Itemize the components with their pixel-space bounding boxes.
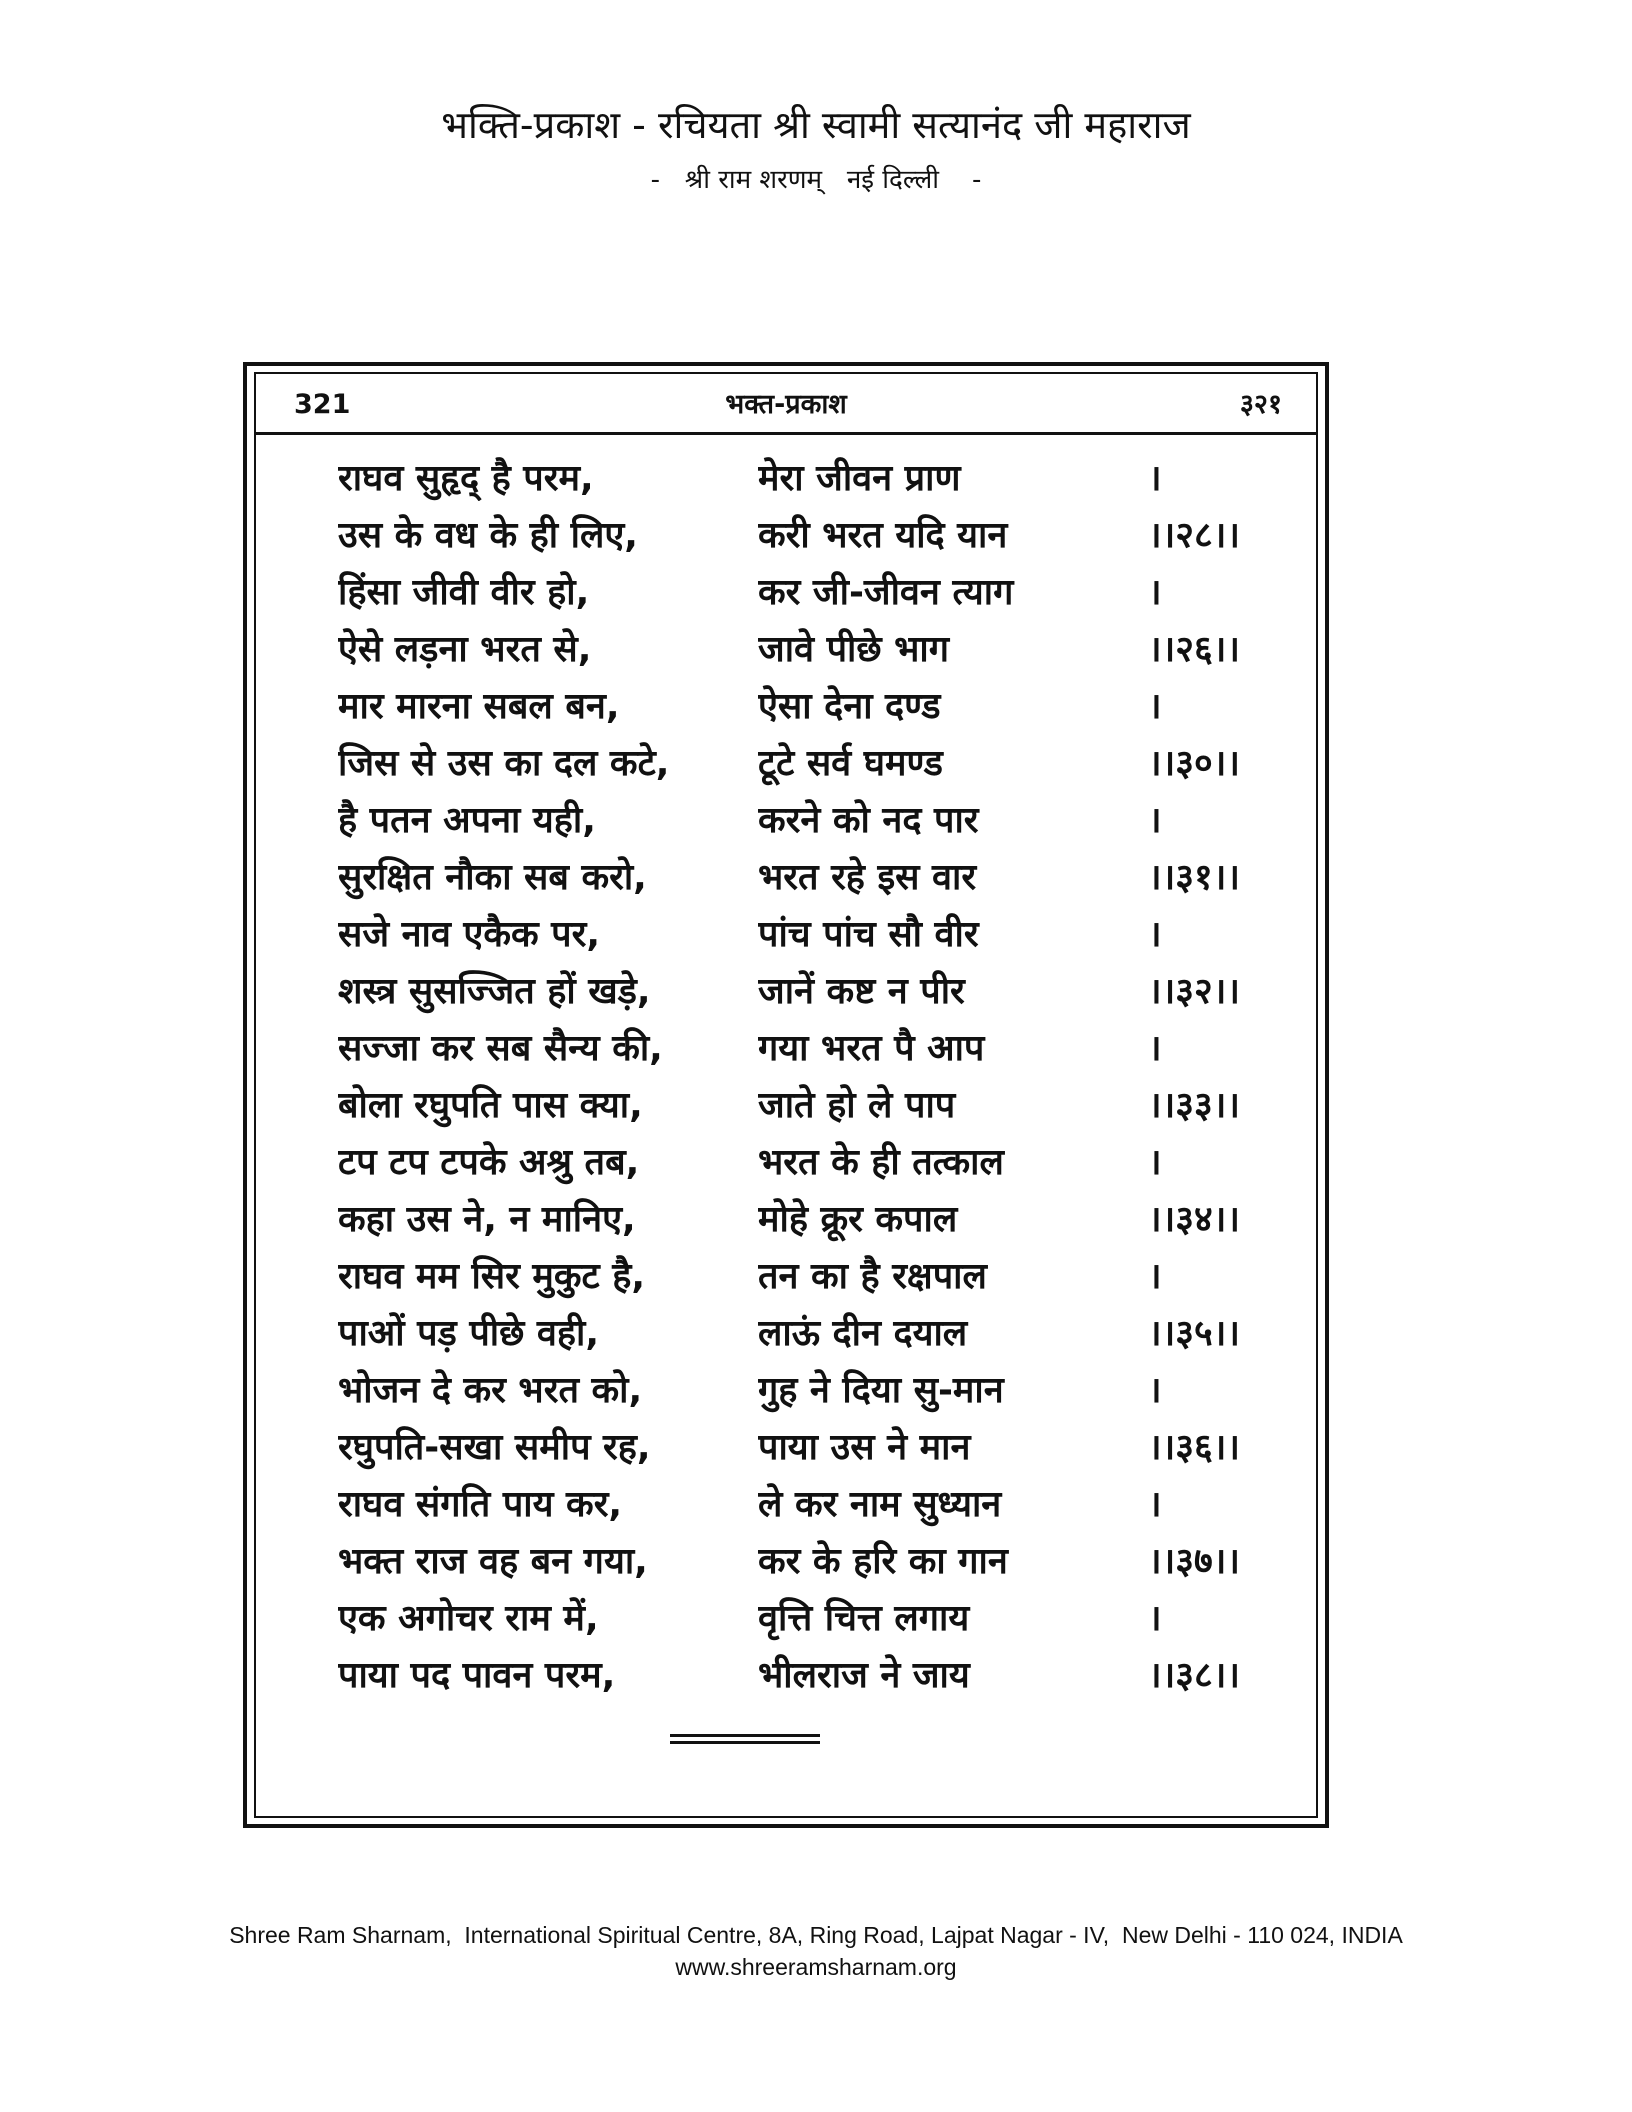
verse-second-half: गया भरत पै आप bbox=[758, 1028, 985, 1069]
verse-second-half: कर के हरि का गान bbox=[758, 1541, 1008, 1582]
verse-first-half: मार मारना सबल बन, bbox=[338, 686, 620, 727]
verse-second-half: गुह ने दिया सु-मान bbox=[758, 1370, 1004, 1411]
verse-number: । bbox=[1148, 1256, 1162, 1297]
verse-line bbox=[338, 1132, 1238, 1189]
verse-first-half: है पतन अपना यही, bbox=[338, 800, 596, 841]
verse-second-half: लाऊं दीन दयाल bbox=[758, 1313, 968, 1354]
verse-second-half: ले कर नाम सुध्यान bbox=[758, 1484, 1002, 1525]
verse-first-half: बोला रघुपति पास क्या, bbox=[338, 1085, 643, 1126]
verse-number: । bbox=[1148, 800, 1162, 841]
verse-number: । bbox=[1148, 1142, 1162, 1183]
verse-second-half: करने को नद पार bbox=[758, 800, 979, 841]
verse-number: । bbox=[1148, 1370, 1162, 1411]
verse-number: ।।३१।। bbox=[1148, 857, 1241, 898]
verse-first-half: राघव सुहृद् है परम, bbox=[338, 458, 594, 499]
verse-line bbox=[338, 790, 1238, 847]
verse-list bbox=[338, 448, 1241, 1702]
verse-number: । bbox=[1148, 686, 1162, 727]
verse-number: ।।३५।। bbox=[1148, 1313, 1241, 1354]
verse-first-half: पाओं पड़ पीछे वही, bbox=[338, 1313, 600, 1354]
verse-second-half: जावे पीछे भाग bbox=[758, 629, 950, 670]
end-rule-bottom bbox=[670, 1741, 820, 1744]
verse-line bbox=[338, 1360, 1238, 1417]
verse-number: । bbox=[1148, 572, 1162, 613]
verse-number: ।।३८।। bbox=[1148, 1655, 1241, 1696]
verse-second-half: भरत रहे इस वार bbox=[758, 857, 977, 898]
verse-first-half: जिस से उस का दल कटे, bbox=[338, 743, 670, 784]
verse-first-half: रघुपति-सखा समीप रह, bbox=[338, 1427, 651, 1468]
verse-number: । bbox=[1148, 458, 1162, 499]
verse-second-half: टूटे सर्व घमण्ड bbox=[758, 743, 943, 784]
verse-line bbox=[338, 619, 1241, 676]
verse-first-half: उस के वध के ही लिए, bbox=[338, 515, 638, 556]
footer-website: www.shreeramsharnam.org bbox=[675, 1954, 957, 1980]
running-title: भक्त-प्रकाश bbox=[725, 389, 847, 420]
verse-second-half: पाया उस ने मान bbox=[758, 1427, 971, 1468]
verse-line bbox=[338, 1189, 1241, 1246]
verse-second-half: मेरा जीवन प्राण bbox=[758, 458, 961, 499]
verse-number: । bbox=[1148, 1598, 1162, 1639]
verse-second-half: जानें कष्ट न पीर bbox=[758, 971, 965, 1012]
verse-first-half: सजे नाव एकैक पर, bbox=[338, 914, 601, 955]
verse-line bbox=[338, 1531, 1241, 1588]
verse-number: ।।३७।। bbox=[1148, 1541, 1241, 1582]
header-divider bbox=[256, 432, 1316, 435]
verse-number: । bbox=[1148, 1028, 1162, 1069]
document-header-title: भक्ति-प्रकाश - रचियता श्री स्वामी सत्यानंद जी महाराज bbox=[441, 103, 1191, 147]
verse-second-half: कर जी-जीवन त्याग bbox=[758, 572, 1014, 613]
verse-number: ।।२८।। bbox=[1148, 515, 1241, 556]
verse-line bbox=[338, 676, 1238, 733]
verse-first-half: शस्त्र सुसज्जित हों खड़े, bbox=[338, 971, 651, 1012]
verse-line bbox=[338, 904, 1238, 961]
verse-line bbox=[338, 1246, 1238, 1303]
verse-number: ।।३२।। bbox=[1148, 971, 1241, 1012]
verse-line bbox=[338, 1588, 1238, 1645]
verse-second-half: भीलराज ने जाय bbox=[758, 1655, 970, 1696]
page-number-devanagari: ३२१ bbox=[1239, 389, 1282, 420]
verse-first-half: कहा उस ने, न मानिए, bbox=[338, 1199, 636, 1240]
verse-first-half: राघव संगति पाय कर, bbox=[338, 1484, 623, 1525]
verse-second-half: वृत्ति चित्त लगाय bbox=[758, 1598, 970, 1639]
verse-line bbox=[338, 1303, 1241, 1360]
verse-first-half: भक्त राज वह बन गया, bbox=[338, 1541, 648, 1582]
verse-first-half: एक अगोचर राम में, bbox=[338, 1598, 599, 1639]
verse-line bbox=[338, 961, 1241, 1018]
verse-line bbox=[338, 505, 1241, 562]
verse-number: । bbox=[1148, 914, 1162, 955]
verse-line bbox=[338, 1474, 1238, 1531]
verse-second-half: तन का है रक्षपाल bbox=[758, 1256, 987, 1297]
verse-first-half: राघव मम सिर मुकुट है, bbox=[338, 1256, 646, 1297]
verse-second-half: भरत के ही तत्काल bbox=[758, 1142, 1004, 1183]
verse-number: ।।३६।। bbox=[1148, 1427, 1241, 1468]
verse-number: ।।२६।। bbox=[1148, 629, 1241, 670]
page-number-arabic: 321 bbox=[294, 389, 351, 420]
end-ornament-double-rule bbox=[670, 1734, 820, 1744]
verse-first-half: सुरक्षित नौका सब करो, bbox=[338, 857, 647, 898]
verse-line bbox=[338, 562, 1238, 619]
verse-first-half: ऐसे लड़ना भरत से, bbox=[338, 629, 592, 670]
running-head bbox=[256, 374, 1316, 432]
verse-line bbox=[338, 1417, 1241, 1474]
document-header-subtitle: - श्री राम शरणम् नई दिल्ली - bbox=[650, 165, 982, 195]
verse-first-half: पाया पद पावन परम, bbox=[338, 1655, 616, 1696]
footer-address: Shree Ram Sharnam, International Spiritual Centre, 8A, Ring Road, Lajpat Nagar - IV, New Delhi - 110 024, INDIA bbox=[229, 1922, 1403, 1948]
verse-line bbox=[338, 1018, 1238, 1075]
verse-number: ।।३३।। bbox=[1148, 1085, 1241, 1126]
end-rule-top bbox=[670, 1734, 820, 1737]
verse-second-half: ऐसा देना दण्ड bbox=[758, 686, 941, 727]
verse-number: ।।३०।। bbox=[1148, 743, 1241, 784]
verse-line bbox=[338, 733, 1241, 790]
verse-number: । bbox=[1148, 1484, 1162, 1525]
verse-line bbox=[338, 847, 1241, 904]
verse-first-half: भोजन दे कर भरत को, bbox=[338, 1370, 643, 1411]
verse-second-half: जाते हो ले पाप bbox=[758, 1085, 956, 1126]
verse-line bbox=[338, 1645, 1241, 1702]
verse-second-half: पांच पांच सौ वीर bbox=[758, 914, 979, 955]
verse-first-half: सज्जा कर सब सैन्य की, bbox=[338, 1028, 663, 1069]
verse-second-half: मोहे क्रूर कपाल bbox=[758, 1199, 958, 1240]
verse-line bbox=[338, 448, 1238, 505]
verse-line bbox=[338, 1075, 1241, 1132]
verse-first-half: टप टप टपके अश्रु तब, bbox=[338, 1142, 640, 1183]
verse-first-half: हिंसा जीवी वीर हो, bbox=[338, 572, 590, 613]
verse-second-half: करी भरत यदि यान bbox=[758, 515, 1008, 556]
verse-number: ।।३४।। bbox=[1148, 1199, 1241, 1240]
